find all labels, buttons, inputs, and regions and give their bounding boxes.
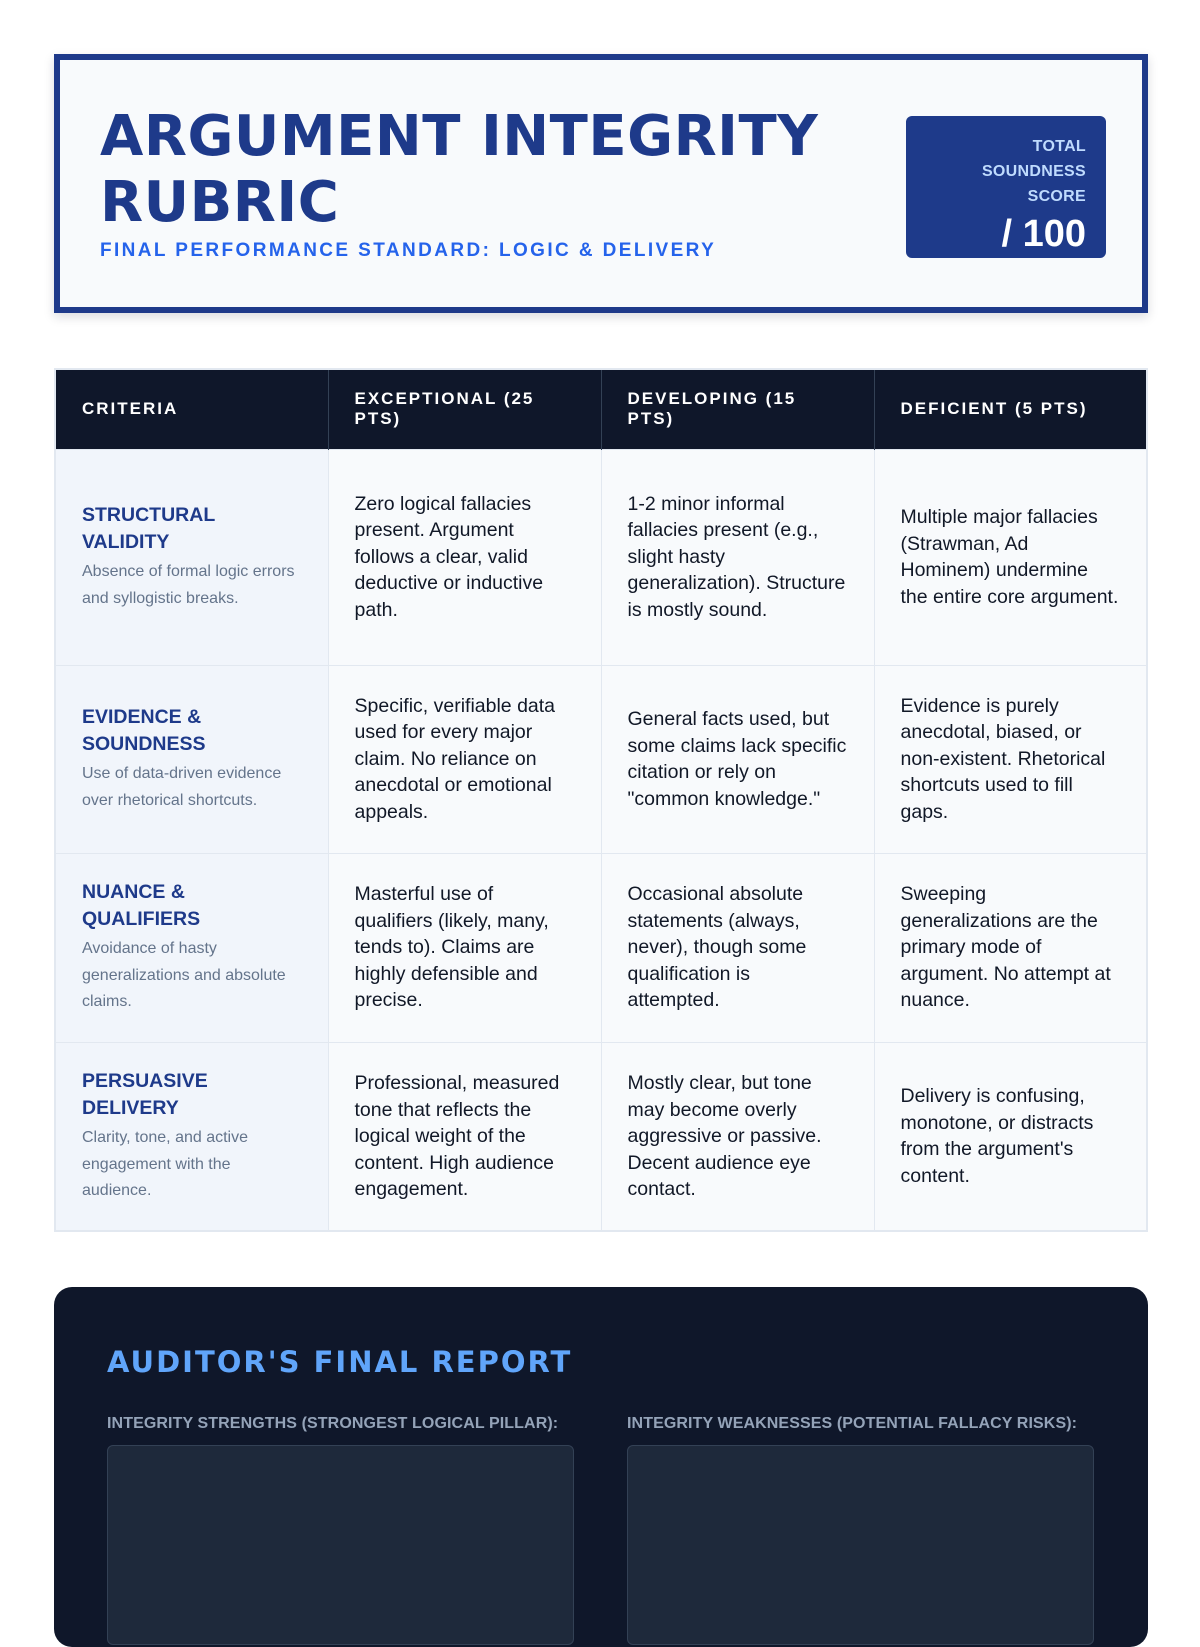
criteria-name: STRUCTURAL VALIDITY — [82, 504, 215, 553]
strengths-input[interactable] — [107, 1445, 574, 1645]
criteria-description: Clarity, tone, and active engagement with the audience. — [82, 1129, 249, 1199]
auditor-report — [54, 1287, 1148, 1647]
exceptional-cell: Zero logical fallacies present. Argument follows a clear, valid deductive or inductive path. — [328, 449, 601, 665]
table-header-row — [55, 369, 1147, 449]
header-criteria: CRITERIA — [55, 369, 328, 449]
page-subtitle: FINAL PERFORMANCE STANDARD: LOGIC & DELIVERY — [100, 240, 717, 261]
score-box — [906, 116, 1106, 258]
rubric-header — [54, 54, 1148, 313]
table-row — [55, 1042, 1147, 1231]
developing-cell: Mostly clear, but tone may become overly aggressive or passive. Decent audience eye contact. — [601, 1042, 874, 1231]
deficient-cell: Multiple major fallacies (Strawman, Ad Hominem) undermine the entire core argument. — [874, 449, 1147, 665]
strengths-label: INTEGRITY STRENGTHS (STRONGEST LOGICAL PILLAR): — [107, 1415, 559, 1432]
criteria-cell — [55, 665, 328, 853]
page-title: ARGUMENT INTEGRITY RUBRIC — [100, 104, 819, 235]
rubric-table — [54, 368, 1148, 1232]
criteria-cell — [55, 449, 328, 665]
criteria-description: Use of data-driven evidence over rhetorical shortcuts. — [82, 765, 282, 809]
exceptional-cell: Masterful use of qualifiers (likely, many, tends to). Claims are highly defensible and precise. — [328, 853, 601, 1042]
criteria-name: EVIDENCE & SOUNDNESS — [82, 706, 206, 755]
deficient-cell: Delivery is confusing, monotone, or distracts from the argument's content. — [874, 1042, 1147, 1231]
criteria-cell — [55, 853, 328, 1042]
criteria-name: PERSUASIVE DELIVERY — [82, 1070, 208, 1119]
score-label: TOTAL SOUNDNESS SCORE — [981, 138, 1086, 205]
exceptional-cell: Professional, measured tone that reflects the logical weight of the content. High audience engagement. — [328, 1042, 601, 1231]
score-value: / 100 — [1001, 213, 1086, 255]
weaknesses-label: INTEGRITY WEAKNESSES (POTENTIAL FALLACY RISKS): — [627, 1415, 1078, 1432]
exceptional-cell: Specific, verifiable data used for every major claim. No reliance on anecdotal or emotional appeals. — [328, 665, 601, 853]
criteria-name: NUANCE & QUALIFIERS — [82, 881, 201, 930]
deficient-cell: Evidence is purely anecdotal, biased, or non-existent. Rhetorical shortcuts used to fill gaps. — [874, 665, 1147, 853]
weaknesses-input[interactable] — [627, 1445, 1094, 1645]
criteria-description: Absence of formal logic errors and syllogistic breaks. — [82, 563, 295, 607]
table-row — [55, 853, 1147, 1042]
header-deficient: DEFICIENT (5 PTS) — [874, 369, 1147, 449]
header-exceptional: EXCEPTIONAL (25 PTS) — [328, 369, 601, 449]
table-row — [55, 449, 1147, 665]
report-title: AUDITOR'S FINAL REPORT — [107, 1345, 573, 1379]
deficient-cell: Sweeping generalizations are the primary mode of argument. No attempt at nuance. — [874, 853, 1147, 1042]
header-developing: DEVELOPING (15 PTS) — [601, 369, 874, 449]
table-row — [55, 665, 1147, 853]
developing-cell: 1-2 minor informal fallacies present (e.g., slight hasty generalization). Structure is mostly sound. — [601, 449, 874, 665]
criteria-cell — [55, 1042, 328, 1231]
criteria-description: Avoidance of hasty generalizations and absolute claims. — [82, 940, 286, 1011]
developing-cell: General facts used, but some claims lack specific citation or rely on "common knowledge." — [601, 665, 874, 853]
developing-cell: Occasional absolute statements (always, never), though some qualification is attempted. — [601, 853, 874, 1042]
